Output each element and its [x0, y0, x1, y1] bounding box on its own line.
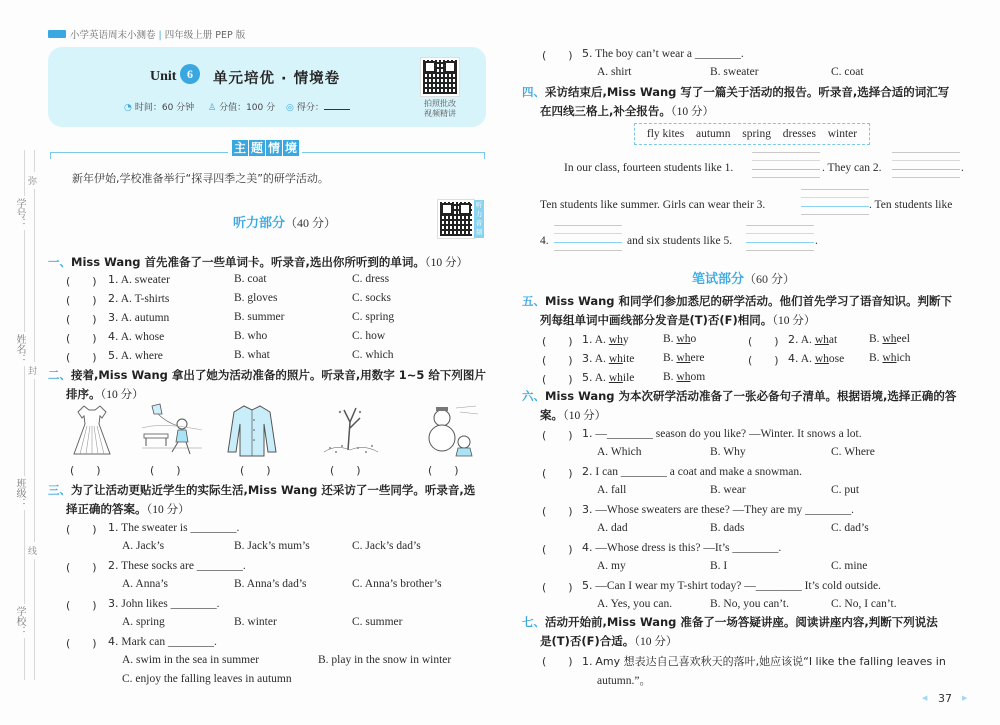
unit-label: Unit	[150, 69, 177, 84]
series-name: 小学英语周末小测卷	[70, 30, 156, 41]
phonics-item: 3. A. white	[582, 352, 635, 365]
answer-paren[interactable]: ( )	[542, 467, 573, 480]
report-text: In our class, fourteen students like 1.	[564, 162, 734, 174]
picture-order-paren[interactable]: ( )	[330, 464, 361, 477]
option-c: C. enjoy the falling leaves in autumn	[122, 673, 292, 685]
writing-part-title: 笔试部分（60 分）	[692, 272, 796, 287]
phonics-option-b: B. where	[663, 352, 705, 364]
option-b: B. Jack’s mum’s	[234, 540, 310, 552]
question-text: 2. I can ________ a coat and make a snowman.	[582, 465, 802, 478]
option-b: B. coat	[234, 273, 267, 285]
question-text-cont: autumn.”。	[597, 675, 651, 687]
student-id-label: 学号：	[14, 198, 25, 228]
answer-paren[interactable]: ( )	[66, 351, 97, 364]
section-5-header: 五、Miss Wang 和同学们参加悉尼的研学活动。他们首先学习了语音知识。判断下	[522, 294, 953, 308]
section-7-header-cont: 是(T)否(F)合适。（10 分）	[540, 634, 678, 648]
option-a: A. Yes, you can.	[597, 598, 673, 610]
answer-paren[interactable]: ( )	[542, 49, 573, 62]
option-b: B. who	[234, 330, 268, 342]
theme-char: 题	[250, 141, 263, 155]
answer-paren[interactable]: ( )	[66, 599, 97, 612]
question-text: 5. —Can I wear my T-shirt today? —________ It’s cold outside.	[582, 579, 881, 592]
answer-paren[interactable]: ( )	[66, 294, 97, 307]
snowman-picture	[420, 402, 480, 458]
option-c: C. dad’s	[831, 522, 869, 534]
section-3-header-cont: 择正确的答案。（10 分）	[66, 502, 190, 516]
section-6-header: 六、Miss Wang 为本次研学活动准备了一张必备句子清单。根据语境,选择正确的答	[522, 389, 957, 403]
option-b: B. gloves	[234, 292, 278, 304]
phonics-item: 2. A. what	[788, 333, 838, 346]
theme-intro: 新年伊始,学校准备举行“探寻四季之美”的研学活动。	[72, 172, 329, 185]
time-info: ◔ 时间：60 分钟	[124, 103, 195, 113]
picture-order-paren[interactable]: ( )	[70, 464, 101, 477]
page-title: 单元培优 · 情境卷	[213, 71, 341, 87]
class-label: 班级：	[14, 478, 25, 508]
answer-paren[interactable]: ( )	[66, 275, 97, 288]
option-c: C. summer	[352, 616, 403, 628]
brand-logo	[48, 30, 66, 38]
answer-paren[interactable]: ( )	[542, 335, 573, 348]
option-a: A. swim in the sea in summer	[122, 654, 260, 666]
seal-mark: 弥	[28, 172, 37, 189]
option-c: C. spring	[352, 311, 395, 323]
option-b: B. I	[710, 560, 728, 572]
divider-hook	[50, 152, 51, 159]
clock-icon: ◔	[124, 103, 132, 113]
question-text: 1. —________ season do you like? —Winter. It snows a lot.	[582, 427, 862, 440]
word-bank-item: winter	[827, 128, 858, 140]
question-number: 2. A. T-shirts	[108, 292, 170, 305]
section-2-header: 二、接着,Miss Wang 拿出了她为活动准备的照片。听录音,用数字 1~5 给下列图片	[48, 368, 486, 382]
question-text: 1. Amy 想表达自己喜欢秋天的落叶,她应该说“I like the falling leaves in	[582, 655, 946, 668]
word-bank-item: spring	[742, 128, 771, 140]
question-text: 3. John likes ________.	[108, 597, 220, 610]
section-7-header: 七、活动开始前,Miss Wang 准备了一场答疑讲座。阅读讲座内容,判断下列说法	[522, 615, 938, 629]
divider-hook	[484, 152, 485, 159]
person-icon: ♙	[208, 103, 217, 113]
blank-2-field[interactable]	[892, 152, 960, 178]
option-a: A. Jack’s	[122, 540, 165, 552]
seal-mark: 线	[28, 542, 37, 559]
question-text: 4. —Whose dress is this? —It’s ________.	[582, 541, 782, 554]
section-1-header: 一、Miss Wang 首先准备了一些单词卡。听录音,选出你所听到的单词。（10 分）	[48, 255, 469, 269]
theme-char: 主	[233, 141, 246, 155]
question-number: 3. A. autumn	[108, 311, 170, 324]
option-b: B. Why	[710, 446, 746, 458]
report-text: . They can 2.	[822, 162, 882, 174]
question-number: 1. A. sweater	[108, 273, 170, 286]
section-6-header-cont: 案。（10 分）	[540, 408, 607, 422]
report-text: .	[961, 162, 964, 174]
option-a: A. spring	[122, 616, 165, 628]
answer-paren[interactable]: ( )	[66, 332, 97, 345]
option-c: C. put	[831, 484, 860, 496]
answer-paren[interactable]: ( )	[542, 354, 573, 367]
phonics-item: 5. A. while	[582, 371, 635, 384]
option-b: B. sweater	[710, 66, 759, 78]
prev-page-icon: ◀	[922, 694, 928, 702]
blank-4-field[interactable]	[554, 225, 622, 251]
picture-order-paren[interactable]: ( )	[240, 464, 271, 477]
name-label: 姓名：	[14, 334, 25, 364]
question-text: 4. Mark can ________.	[108, 635, 217, 648]
answer-paren[interactable]: ( )	[66, 523, 97, 536]
phonics-item: 1. A. why	[582, 333, 629, 346]
option-c: C. coat	[831, 66, 864, 78]
shirt-picture	[222, 402, 282, 458]
report-text: .	[815, 235, 818, 247]
phonics-item: 4. A. whose	[788, 352, 845, 365]
option-c: C. No, I can’t.	[831, 598, 897, 610]
question-number: 4. A. whose	[108, 330, 165, 343]
theme-char: 情	[267, 141, 280, 155]
question-text: 5. The boy can’t wear a ________.	[582, 47, 744, 60]
blank-3-field[interactable]	[801, 189, 869, 215]
theme-divider-right	[302, 152, 484, 153]
answer-paren[interactable]: ( )	[542, 505, 573, 518]
option-c: C. mine	[831, 560, 868, 572]
option-b: B. dads	[710, 522, 745, 534]
word-bank-item: dresses	[782, 128, 816, 140]
option-c: C. Jack’s dad’s	[352, 540, 421, 552]
picture-order-paren[interactable]: ( )	[150, 464, 181, 477]
option-b: B. summer	[234, 311, 285, 323]
option-b: B. what	[234, 349, 270, 361]
binding-line-inner	[34, 150, 35, 680]
report-text: 4.	[540, 235, 549, 247]
phonics-option-b: B. who	[663, 333, 697, 345]
phonics-option-b: B. which	[869, 352, 911, 364]
unit-number-badge: 6	[180, 64, 200, 84]
dress-picture	[62, 402, 122, 458]
seal-mark: 封	[28, 362, 37, 379]
theme-divider-left	[50, 152, 228, 153]
phonics-option-b: B. wheel	[869, 333, 910, 345]
report-text: . Ten students like	[869, 199, 953, 211]
phonics-option-b: B. whom	[663, 371, 706, 383]
section-3-header: 三、为了让活动更贴近学生的实际生活,Miss Wang 还采访了一些同学。听录音,选	[48, 483, 476, 497]
question-text: 3. —Whose sweaters are these? —They are my ________.	[582, 503, 855, 516]
report-text: and six students like 5.	[627, 235, 733, 247]
next-page-icon: ▶	[962, 694, 968, 702]
answer-paren[interactable]: ( )	[542, 373, 573, 386]
answer-paren[interactable]: ( )	[542, 581, 573, 594]
option-c: C. how	[352, 330, 386, 342]
option-a: A. fall	[597, 484, 627, 496]
option-b: B. Anna’s dad’s	[234, 578, 307, 590]
answer-paren[interactable]: ( )	[66, 637, 97, 650]
section-4-header: 四、采访结束后,Miss Wang 写了一篇关于活动的报告。听录音,选择合适的词汇写	[522, 85, 950, 99]
listening-part-title: 听力部分（40 分）	[233, 216, 337, 231]
question-number: 5. A. where	[108, 349, 163, 362]
section-4-header-cont: 在四线三格上,补全报告。（10 分）	[540, 104, 714, 118]
option-c: C. which	[352, 349, 394, 361]
target-icon: ◎	[286, 103, 294, 113]
option-b: B. play in the snow in winter	[318, 654, 452, 666]
answer-paren[interactable]: ( )	[748, 354, 779, 367]
option-c: C. dress	[352, 273, 390, 285]
option-b: B. wear	[710, 484, 746, 496]
answer-paren[interactable]: ( )	[66, 313, 97, 326]
kite-girl-picture	[142, 402, 202, 458]
picture-order-paren[interactable]: ( )	[428, 464, 459, 477]
report-text: Ten students like summer. Girls can wear their 3.	[540, 199, 766, 211]
question-text: 1. The sweater is ________.	[108, 521, 240, 534]
brand-header: 小学英语周末小测卷 | 四年级上册 PEP 版	[70, 30, 246, 41]
option-c: C. Where	[831, 446, 875, 458]
score-value-info: ♙ 分值：100 分	[208, 103, 276, 113]
word-bank-item: fly kites	[646, 128, 685, 140]
score-field[interactable]: ◎ 得分：	[286, 100, 350, 113]
option-b: B. winter	[234, 616, 277, 628]
answer-paren[interactable]: ( )	[748, 335, 779, 348]
word-bank	[634, 123, 870, 145]
option-a: A. Anna’s	[122, 578, 168, 590]
option-a: A. my	[597, 560, 626, 572]
blank-5-field[interactable]	[746, 225, 814, 251]
edition-name: 四年级上册 PEP 版	[164, 30, 246, 41]
school-label: 学校：	[14, 606, 25, 636]
option-a: A. Which	[597, 446, 642, 458]
option-a: A. dad	[597, 522, 628, 534]
answer-paren[interactable]: ( )	[542, 655, 573, 668]
qr-code	[421, 58, 459, 96]
question-text: 2. These socks are ________.	[108, 559, 246, 572]
section-2-header-cont: 排序。（10 分）	[66, 387, 144, 401]
listening-qr-code	[438, 200, 474, 238]
theme-tag	[232, 140, 299, 156]
answer-paren[interactable]: ( )	[542, 543, 573, 556]
option-c: C. socks	[352, 292, 391, 304]
word-bank-item: autumn	[696, 128, 731, 140]
answer-paren[interactable]: ( )	[542, 429, 573, 442]
option-c: C. Anna’s brother’s	[352, 578, 442, 590]
listening-audio-tag: 听力音频	[475, 201, 483, 236]
option-b: B. No, you can’t.	[710, 598, 790, 610]
page-number: 37	[938, 692, 952, 705]
autumn-tree-picture	[320, 402, 380, 458]
section-5-header-cont: 列每组单词中画线部分发音是(T)否(F)相同。（10 分）	[540, 313, 816, 327]
qr-caption: 拍照批改 视频精讲	[424, 99, 456, 118]
option-a: A. shirt	[597, 66, 632, 78]
theme-char: 境	[284, 141, 297, 155]
answer-paren[interactable]: ( )	[66, 561, 97, 574]
blank-1-field[interactable]	[752, 152, 820, 178]
